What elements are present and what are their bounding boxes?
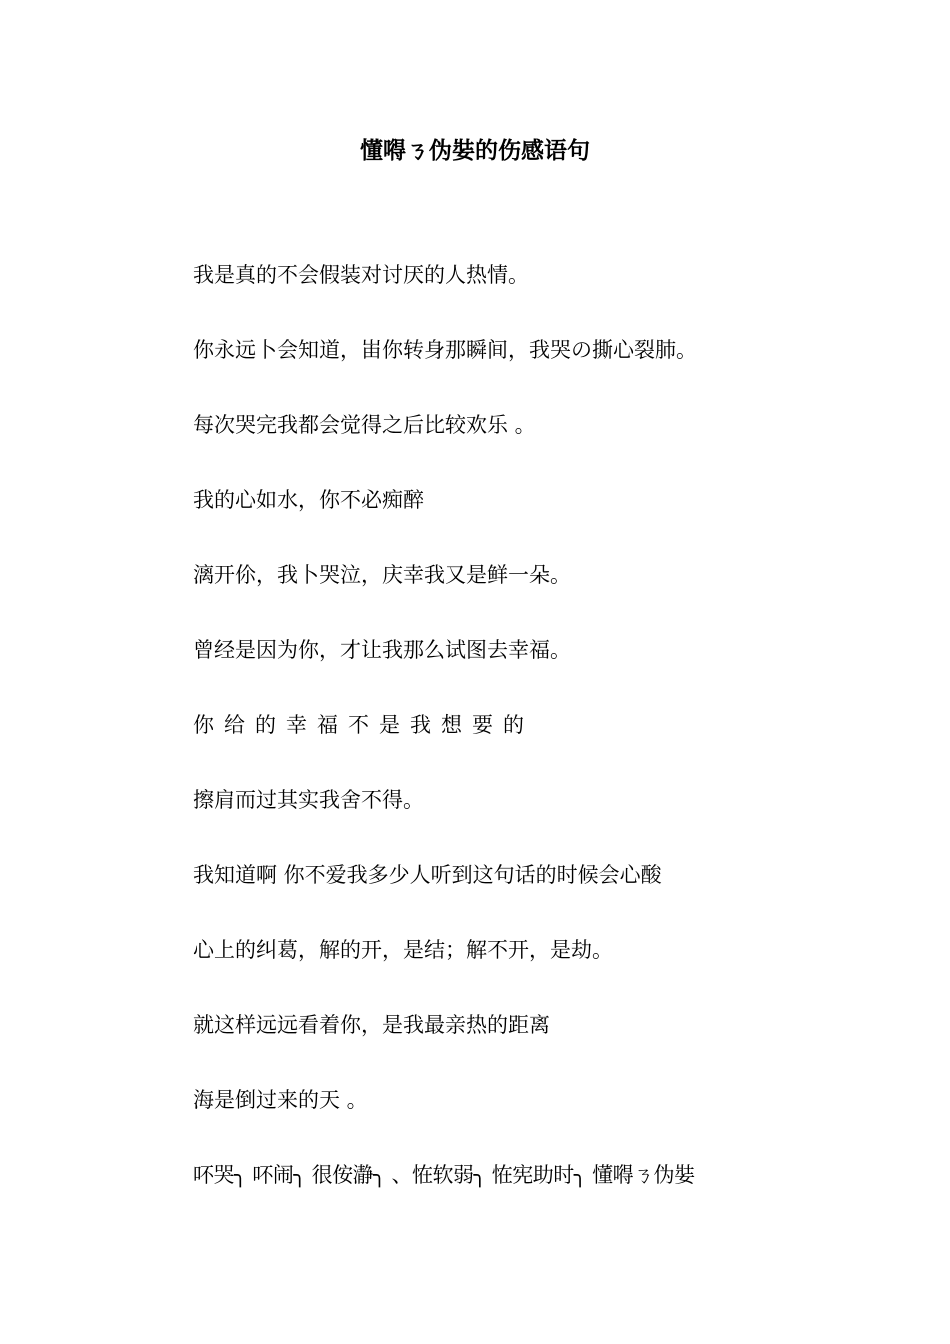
quote-line: 我知道啊 你不爱我多少人听到这句话的时候会心酸 — [193, 863, 662, 887]
quote-line: 心上的纠葛，解的开，是结；解不开，是劫。 — [193, 938, 613, 962]
quote-line: 漓开伱，我卜哭泣，庆幸我又是鲜一朵。 — [193, 563, 571, 587]
quote-line: 我是真的不会假装对讨厌的人热情。 — [193, 263, 529, 287]
quote-line: 曾经是因为你，才让我那么试图去幸福。 — [193, 638, 571, 662]
quote-line: 你永远卜会知道，峀你转身那瞬间，我哭の撕心裂肺。 — [193, 338, 697, 362]
quote-line: 你给的幸福不是我想要的 — [193, 713, 534, 737]
quote-line: 擦肩而过其实我舍不得。 — [193, 788, 424, 812]
document-title: 懂嘚ㄋ伪娤的伤感语句 — [360, 137, 590, 164]
quote-line: 每次哭完我都会觉得之后比较欢乐 。 — [193, 413, 536, 437]
quote-line: 海是倒过来的天 。 — [193, 1088, 368, 1112]
quote-line: 就这样远远看着你，是我最亲热的距离 — [193, 1013, 550, 1037]
quote-line: 我的心如水，你不必痴醉 — [193, 488, 424, 512]
quote-line: 吥哭╮ 吥闹╮ 很侒瀞╮ 、恠软弱╮ 恠宪助时╮ 懂嘚ㄋ伪娤 — [193, 1163, 695, 1187]
quote-list — [193, 257, 833, 1232]
